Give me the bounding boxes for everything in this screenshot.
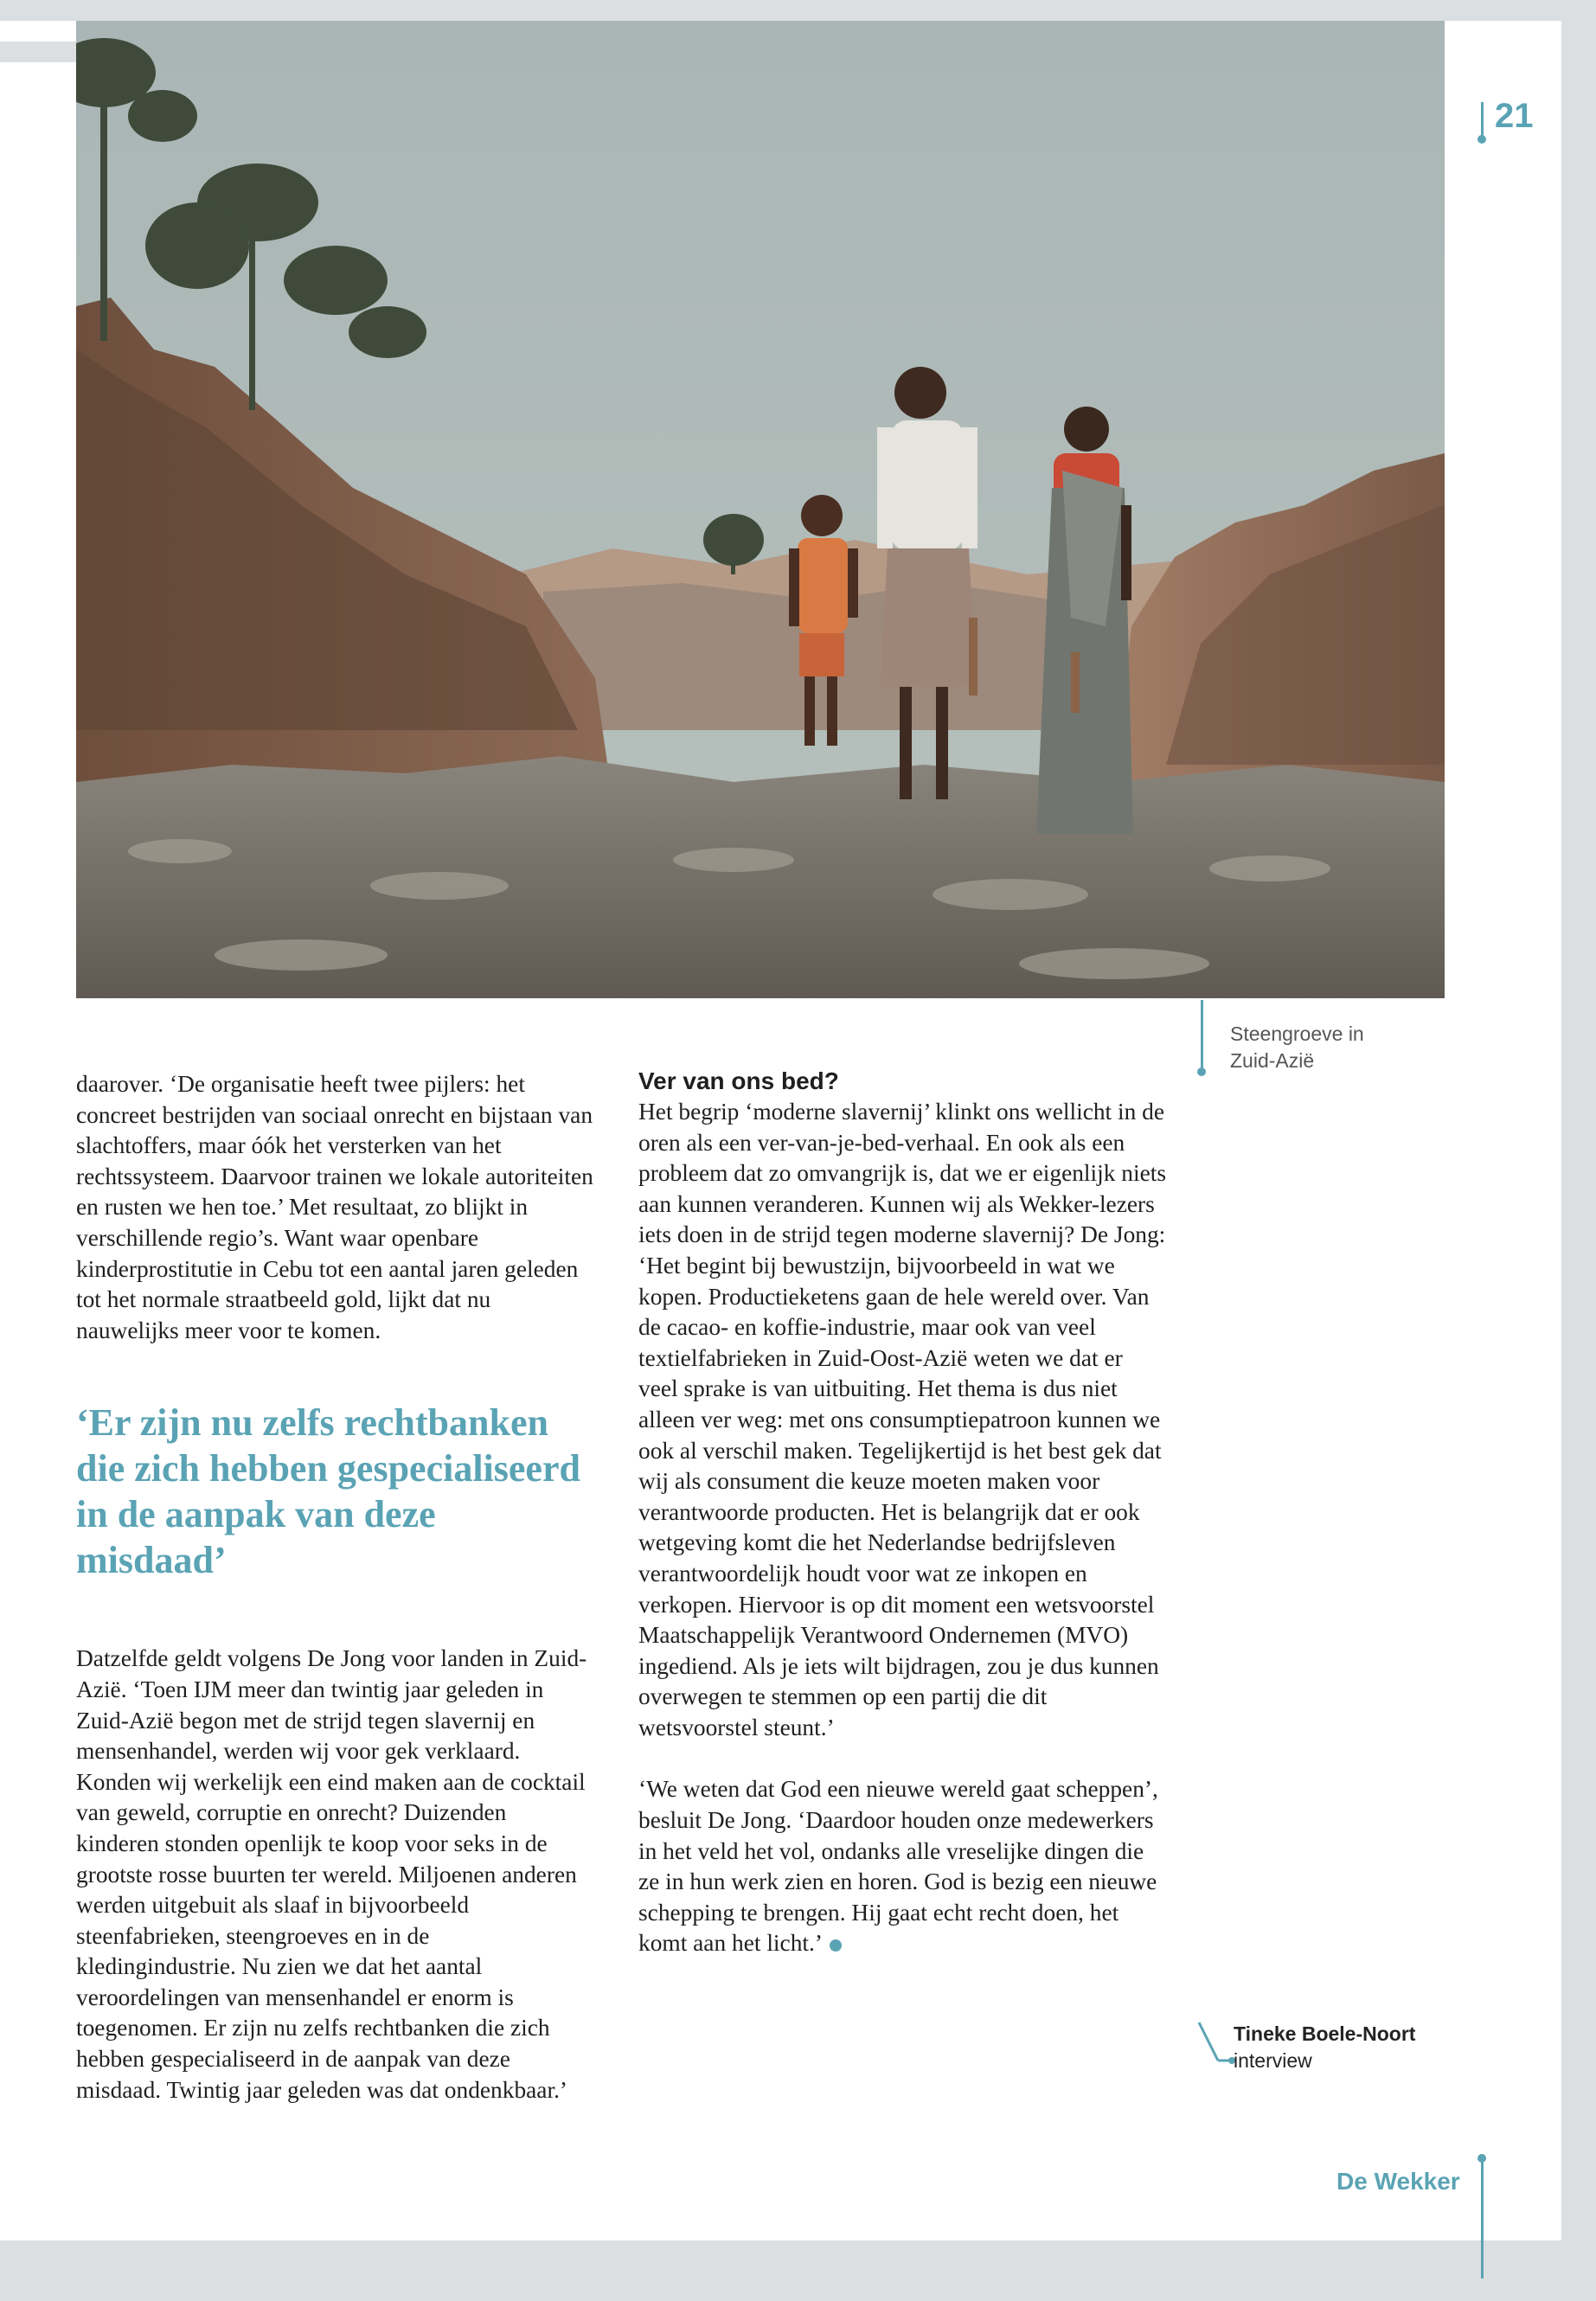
paragraph-4 (638, 1774, 1168, 1959)
paragraph-2: Datzelfde geldt volgens De Jong voor landen in Zuid-Azië. ‘Toen IJM meer dan twintig jaar geleden in Zuid-Azië begon met de strijd tegen slavernij en mensenhandel, werden wij voor gek verklaard. Konden wij werkelijk een eind maken aan de cocktail van geweld, corruptie en onrecht? Duizenden kinderen stonden openlijk te koop voor seks in de grootste rosse buurten ter wereld. Miljoenen anderen werden uitgebuit als slaaf in bijvoorbeeld steenfabrieken, steengroeves en in de kledingindustrie. Nu zien we dat het aantal veroordelingen van mensenhandel er enorm is toegenomen. Er zijn nu zelfs rechtbanken die zich hebben gespecialiseerd in de aanpak van deze misdaad. Twintig jaar geleden was dat ondenkbaar.’ (76, 1645, 587, 2103)
end-of-article-dot (830, 1939, 842, 1952)
pull-quote: ‘Er zijn nu zelfs rechtbanken die zich hebben gespecialiseerd in de aanpak van deze misdaad’ (76, 1401, 580, 1582)
footer-dot (1477, 2154, 1486, 2163)
author-name: Tineke Boele-Noort (1234, 2022, 1416, 2045)
page-number-dot (1477, 135, 1486, 144)
byline (1234, 2021, 1415, 2074)
page-number-rule (1481, 102, 1484, 138)
footer-rule (1481, 2157, 1484, 2279)
article-column-right (638, 1066, 1168, 1959)
caption-line-1: Steengroeve in (1230, 1022, 1364, 1045)
magazine-name: De Wekker (1336, 2168, 1460, 2195)
caption-dot (1197, 1067, 1206, 1076)
caption-line-2: Zuid-Azië (1230, 1049, 1315, 1072)
photo-caption (1230, 1021, 1420, 1074)
page-edge-band (0, 42, 76, 62)
article-column-left (76, 1069, 595, 2106)
paragraph-3: Het begrip ‘moderne slavernij’ klinkt ons wellicht in de oren als een ver-van-je-bed-verhaal. En ook als een probleem dat zo omvangrijk is, dat we er eigenlijk niets aan kunnen veranderen. Kunnen wij als Wekker-lezers iets doen in de strijd tegen moderne slavernij? De Jong: ‘Het begint bij bewustzijn, bijvoorbeeld in wat we kopen. Productieketens gaan de hele wereld over. Van de cacao- en koffie-industrie, maar ook van veel textielfabrieken in Zuid-Oost-Azië weten we dat er veel sprake is van uitbuiting. Het thema is dus niet alleen ver weg: met ons consumptiepatroon kunnen we ook al verschil maken. Tegelijkertijd is het best gek dat wij als consument die keuze moeten maken voor verantwoorde producten. Het is belangrijk dat er ook wetgeving komt die het Nederlandse bedrijfsleven verantwoordelijk houdt voor wat ze inkopen en verkopen. Hiervoor is op dit moment een wetsvoorstel Maatschappelijk Verantwoord Ondernemen (MVO) ingediend. Als je iets wilt bijdragen, zou je dus kunnen overwegen te stemmen op een partij die dit wetsvoorstel steunt.’ (638, 1099, 1167, 1740)
quarry-photo (76, 21, 1445, 998)
caption-rule (1201, 1000, 1203, 1071)
subheading: Ver van ons bed? (638, 1067, 839, 1094)
closing-text: ‘We weten dat God een nieuwe wereld gaat scheppen’, besluit De Jong. ‘Daardoor houden onze medewerkers in het veld het vol, ondanks alle vreselijke dingen die ze in hun werk zien en horen. God is bezig een nieuwe schepping te brengen. Hij gaat echt recht doen, het komt aan het licht.’ (638, 1776, 1158, 1957)
page-number: 21 (1495, 97, 1534, 135)
author-role: interview (1234, 2049, 1312, 2072)
paragraph-1: daarover. ‘De organisatie heeft twee pijlers: het concreet bestrijden van sociaal onrecht en bijstaan van slachtoffers, maar óók het versterken van het rechtssysteem. Daarvoor trainen we lokale autoriteiten en rusten we hen toe.’ Met resultaat, zo blijkt in verschillende regio’s. Want waar openbare kinderprostitutie in Cebu tot een aantal jaren geleden tot het normale straatbeeld gold, lijkt dat nu nauwelijks meer voor te komen. (76, 1071, 593, 1343)
byline-arrow-icon (1195, 2021, 1235, 2069)
